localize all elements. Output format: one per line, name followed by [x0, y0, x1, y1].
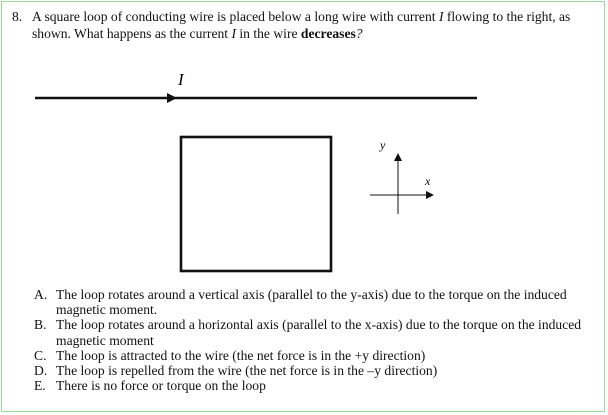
current-symbol-2: I — [231, 26, 236, 41]
current-symbol: I — [438, 9, 444, 24]
question-text-part-2: flowing to the right, as shown. What happens as the current — [32, 9, 571, 41]
choice-letter: A. — [34, 287, 48, 302]
question-emphasis: decreases — [300, 26, 356, 41]
choice-e[interactable] — [34, 378, 594, 393]
choice-a[interactable] — [34, 287, 594, 317]
y-axis-label: y — [380, 138, 386, 152]
answer-choices — [34, 287, 594, 393]
question-text-part-3: in the wire — [235, 26, 301, 41]
choice-text: The loop is repelled from the wire (the net force is in the –y direction) — [56, 363, 438, 379]
choice-d[interactable] — [34, 363, 594, 378]
x-axis-label: x — [425, 174, 431, 188]
choice-text: The loop rotates around a vertical axis (parallel to the y-axis) due to the torque on the induced magnetic moment. — [56, 287, 567, 318]
choice-c[interactable] — [34, 348, 594, 363]
choice-letter: E. — [34, 378, 46, 394]
question-text-part-1: A square loop of conducting wire is placed below a long wire with current — [32, 9, 439, 24]
wire-current-label: I — [178, 70, 184, 89]
question-mark: ? — [355, 26, 363, 41]
x-axis-arrow-icon — [426, 191, 434, 199]
choice-b[interactable] — [34, 317, 594, 347]
choice-letter: C. — [34, 347, 47, 363]
choice-text: The loop rotates around a horizontal axis (parallel to the x-axis) due to the torque on the induced magnetic moment — [56, 317, 582, 348]
choice-text: The loop is attracted to the wire (the net force is in the +y direction) — [56, 347, 426, 363]
square-loop — [181, 137, 331, 271]
y-axis-arrow-icon — [394, 153, 402, 161]
question-number: 8. — [12, 9, 23, 24]
question-card — [1, 1, 605, 412]
choice-text: There is no force or torque on the loop — [56, 378, 266, 394]
choice-letter: B. — [34, 317, 47, 333]
choice-letter: D. — [34, 363, 48, 379]
current-arrow-icon — [167, 93, 177, 103]
